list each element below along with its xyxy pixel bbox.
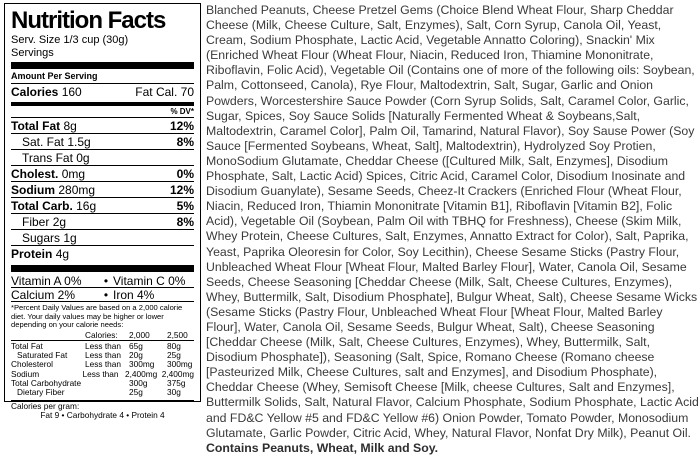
daily-value-footnote: *Percent Daily Values are based on a 2,000 calorie diet. Your daily values may be higher or lower depending on your calorie needs: <box>11 303 183 329</box>
daily-value-header: % DV* <box>11 107 194 118</box>
label-title: Nutrition Facts <box>11 7 166 34</box>
dv-table-row: Sodium Less than 2,400mg 2,400mg <box>11 368 194 379</box>
bullet-separator: • <box>103 274 109 288</box>
nutrient-row-sugars: Sugars 1g <box>11 230 194 246</box>
dv-table-row: Total Fat Less than 65g 80g <box>11 340 181 351</box>
allergen-statement: Contains Peanuts, Wheat, Milk and Soy. <box>206 440 439 455</box>
calories-value: Calories 160 <box>11 85 82 99</box>
nutrient-row-sat-fat: Sat. Fat 1.5g 8% <box>11 134 194 150</box>
serving-size: Serv. Size 1/3 cup (30g) <box>11 34 129 46</box>
nutrient-row-fiber: Fiber 2g 8% <box>11 214 194 230</box>
nutrition-facts-label <box>4 3 201 421</box>
amount-per-serving: Amount Per Serving <box>11 71 194 84</box>
nutrient-row-total-carb: Total Carb. 16g 5% <box>11 199 194 213</box>
divider-medium <box>11 102 194 106</box>
ingredients-list <box>206 3 699 456</box>
servings-line: Servings <box>11 46 54 59</box>
bullet-separator: • <box>103 288 109 302</box>
nutrient-row-cholesterol: Cholest. 0mg 0% <box>11 167 194 181</box>
dv-table-row: Saturated Fat Less than 20g 25g <box>17 350 181 361</box>
dv-table-row: Total Carbohydrate 300g 375g <box>11 377 186 388</box>
vitamin-row-1: Vitamin A 0% • Vitamin C 0% <box>11 274 194 288</box>
vitamin-row-2: Calcium 2% • Iron 4% <box>11 288 194 302</box>
dv-table-header: Calories: 2,000 2,500 <box>11 331 194 341</box>
daily-value-table <box>11 331 194 398</box>
nutrient-row-total-fat: Total Fat 8g 12% <box>11 119 194 133</box>
calories-per-gram-values: Fat 9 • Carbohydrate 4 • Protein 4 <box>40 410 165 421</box>
nutrient-row-sodium: Sodium 280mg 12% <box>11 183 194 197</box>
calories-row <box>11 84 194 101</box>
dv-table-row: Cholesterol Less than 300mg 300mg <box>11 359 193 370</box>
dv-table-row: Dietary Fiber 25g 30g <box>17 387 181 398</box>
fat-calories: Fat Cal. 70 <box>135 85 194 99</box>
ingredients-text: Blanched Peanuts, Cheese Pretzel Gems (Choice Blend Wheat Flour, Sharp Cheddar Cheese (Milk, Cheese Culture, Salt, Enzymes), Salt, Corn Syrup, Canola Oil, Yeast, Cream, Sodium Phosphate, Lactic Acid, Vegetable Annatto Coloring), Snackin' Mix (Enriched Wheat Flour (Wheat Flour, Niacin, Reduced Iron, Thiamine Mononitrate, Riboflavin, Folic Acid), Vegetable Oil (Contains one of more of the following oils: Soybean, Palm, Cottonseed, Canola), Rye Flour, Maltodextrin, Salt, Sugar, Garlic and Onion Powders, Worcestershire Sauce Powder (Corn Syrup Solids, Salt, Caramel Color, Garlic, Sugar, Spices, Soy Sauce Solids [Naturally Fermented Wheat & Soybeans,Salt, Maltodextrin, Caramel Color], Palm Oil, Tamarind, Natural Flavor), Soy Sause Power (Soy Sauce [Fermented Soybeans, Wheat, Salt], Maltodextrin), Hydrolyzed Soy Protien, MonoSodium Glutamate, Cheddar Cheese ([Cultured Milk, Salt, Enzymes], Disodium Phosphate, Salt, Lactic Acid) Spices, Citric Acid, Caramel Color, Disodium Inosinate and Disodium Guanylate), Sesame Seeds, Cheez-It Crackers (Enriched Flour (Wheat Flour, Niacin, Reduced Iron, Thiamin Mononitrate [Vitamin B1], Riboflavin [Vitamin B2], Folic Acid), Vegetable Oil (Soybean, Palm Oil with TBHQ for Freshness), Cheese (Skim Milk, Whey Protein, Cheese Cultures, Salt, Enzymes, Annatto Extract for Color), Salt, Paprika, Yeast, Paprika Oleoresin for Color, Soy Lecithin), Cheese Sesame Sticks (Pastry Flour, Unbleached Wheat Flour [Wheat Flour, Malted Barley Flour], Water, Canola Oil, Sesame Seeds, Cheese Seasoning [Cheddar Cheese (Milk, Salt, Cheese Cultures, Enzymes), Whey, Buttermilk, Salt, Disodium Phosphate], Bulgur Wheat, Salt), Cheese Sesame Wicks (Sesame Sticks (Pastry Flour, Unbleached Wheat Flour [Wheat Flour, Malted Barley Flour], Water, Canola Oil, Sesame Seeds, Bulgur Wheat, Salt), Cheese Seasoning [Cheddar Cheese (Milk, Salt, Cheese Cultures, Enzymes), Whey, Buttermilk, Salt, Disodium Phosphate]), Seasoning (Salt, Spice, Romano Cheese (Romano cheese [Pasteurized Milk, Cheese Cultures, salt and Enzymes], and Disodium Phosphate), Cheddar Cheese (Whey, Semisoft Cheese [Milk, cheese Cultures, Salt and Enzymes], Buttermilk Solids, Salt, Natural Flavor, Calcium Phosphate, Sodium Phosphate, Lactic Acid and FD&C Yellow #5 and FD&C Yellow #6) Onion Powder, Tomato Powder, Monosodium Glutamate, Garlic Powder, Citric Acid, Whey, Natural Flavor, Nonfat Dry Milk), Peanut Oil. <box>206 3 699 440</box>
nutrient-row-protein: Protein 4g <box>11 247 70 261</box>
calories-per-gram: Calories per gram: Fat 9 • Carbohydrate 4 • Protein 4 <box>11 400 194 421</box>
nutrient-row-trans-fat: Trans Fat 0g <box>11 150 194 166</box>
divider-thick-top <box>11 62 194 69</box>
divider-thick-middle <box>11 265 194 272</box>
